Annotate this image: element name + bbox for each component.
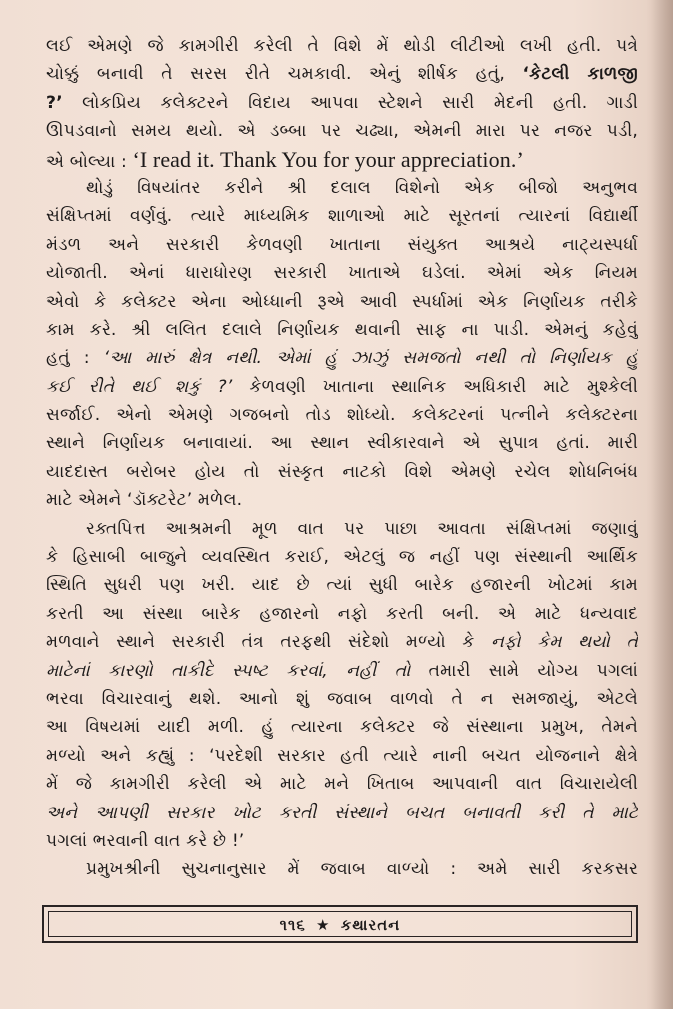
text-segment: ?’ [46, 92, 63, 113]
text-line [46, 742, 638, 770]
text-line [46, 458, 638, 486]
text-line [46, 855, 638, 883]
text-line [46, 288, 638, 316]
text-segment: કે હિસાબી બાજુને વ્યવસ્થિત કરાઈ, એટલું જ નહીં પણ સંસ્થાની આર્થિક [46, 547, 638, 568]
text-segment: મળ્યો અને કહ્યું : ‘પરદેશી સરકાર હતી ત્યારે નાની બચત યોજનાને ક્ષેત્રે [46, 745, 638, 766]
page-gutter-shadow [651, 0, 673, 1009]
star-icon: ★ [316, 916, 331, 934]
text-line [46, 316, 638, 344]
text-line [46, 600, 638, 628]
text-segment: કામ કરે. શ્રી લલિત દલાલે નિર્ણાયક થવાની સાફ ના પાડી. એમનું કહેવું [46, 319, 638, 340]
text-line [46, 685, 638, 713]
text-segment: હતું : [46, 348, 104, 369]
text-segment: નફો કેમ થયો તે [491, 632, 638, 653]
text-segment: એ બોલ્યા : [46, 151, 133, 172]
text-segment: મળવાને સ્થાને સરકારી તંત્ર તરફથી સંદેશો મળ્યો કે [46, 632, 492, 653]
page-footer [42, 905, 638, 943]
text-line [46, 657, 638, 685]
text-segment: આ વિષયમાં યાદી મળી. હું ત્યારના કલેક્ટર જે સંસ્થાના પ્રમુખ, તેમને [46, 717, 638, 738]
text-line [46, 60, 638, 88]
text-line [46, 827, 638, 855]
text-segment: તમારી સામે યોગ્ય પગલાં [410, 660, 638, 681]
text-segment: રક્તપિત્ત આશ્રમની મૂળ વાત પર પાછા આવતા સંક્ષિપ્તમાં જણાવું [86, 518, 638, 539]
text-segment: થોડું વિષયાંતર કરીને શ્રી દલાલ વિશેનો એક બીજો અનુભવ [86, 177, 638, 198]
book-title: કથારતન [340, 916, 401, 934]
text-segment: ‘I read it. Thank You for your appreciation.’ [132, 146, 524, 172]
footer-text [49, 912, 631, 938]
text-line [46, 429, 638, 457]
text-segment: સ્થિતિ સુધરી પણ ખરી. યાદ છે ત્યાં સુધી બારેક હજારની ખોટમાં કામ [46, 575, 638, 596]
text-segment: કઈ રીતે થઈ શકું ?’ [46, 376, 233, 397]
text-segment: યાદદાસ્ત બરોબર હોય તો સંસ્કૃત નાટકો વિશે એમણે રચેલ શોધનિબંધ [46, 461, 638, 482]
text-segment: અને આપણી સરકાર ખોટ કરતી સંસ્થાને બચત બનાવતી કરી તે માટે [46, 802, 638, 823]
text-segment: ચોક્કું બનાવી તે સરસ રીતે ચમકાવી. એનું શીર્ષક હતું, [46, 64, 523, 85]
text-segment: સ્થાને નિર્ણાયક બનાવાયાં. આ સ્થાન સ્વીકારવાને એ સુપાત્ર હતાં. મારી [46, 433, 638, 454]
text-segment: ‘આ મારું ક્ષેત્ર નથી. એમાં હું ઝાઝું સમજતો નથી તો નિર્ણાયક હું [103, 348, 638, 369]
text-segment: કેળવણી ખાતાના સ્થાનિક અધિકારી માટે મુશ્કેલી [232, 376, 638, 397]
text-line [46, 770, 638, 798]
text-line [46, 799, 638, 827]
text-line [46, 32, 638, 60]
text-segment: ભરવા વિચારવાનું થશે. આનો શું જવાબ વાળવો તે ન સમજાયું, એટલે [46, 688, 638, 709]
paragraph [46, 855, 638, 883]
text-line [46, 344, 638, 372]
text-line [46, 231, 638, 259]
text-segment: માટે એમને ‘ડૉક્ટરેટ’ મળેલ. [46, 490, 243, 511]
text-line [46, 146, 638, 174]
text-segment: માટેનાં કારણો તાકીદે સ્પષ્ટ કરવાં, નહીં તો [46, 660, 411, 681]
text-segment: મેં જે કામગીરી કરેલી એ માટે મને ખિતાબ આપવાની વાત વિચારાયેલી [46, 774, 638, 795]
text-segment: એવો કે કલેક્ટર એના ઓધ્ધાની રૂએ આવી સ્પર્ધામાં એક નિર્ણાયક તરીકે [46, 291, 638, 312]
text-line [46, 202, 638, 230]
body-text [46, 32, 638, 884]
text-segment: લઈ એમણે જે કામગીરી કરેલી તે વિશે મેં થોડી લીટીઓ લખી હતી. પત્રે [46, 36, 638, 56]
footer-inner-border [48, 911, 632, 937]
text-line [46, 401, 638, 429]
text-segment: ઊપડવાનો સમય થયો. એ ડબ્બા પર ચઢ્યા, એમની મારા પર નજર પડી, [46, 121, 638, 142]
text-segment: મંડળ અને સરકારી કેળવણી ખાતાના સંયુક્ત આશ્રયે નાટ્યસ્પર્ધા [46, 234, 638, 255]
text-line [46, 174, 638, 202]
text-segment: લોકપ્રિય કલેક્ટરને વિદાય આપવા સ્ટેશને સારી મેદની હતી. ગાડી [62, 92, 638, 113]
text-segment: યોજાતી. એનાં ધારાધોરણ સરકારી ખાતાએ ઘડેલાં. એમાં એક નિયમ [46, 263, 638, 284]
text-segment: સંક્ષિપ્તમાં વર્ણવું. ત્યારે માધ્યમિક શાળાઓ માટે સૂરતનાં ત્યારનાં વિદ્યાર્થી [46, 206, 638, 227]
text-segment: પ્રમુખશ્રીની સુચનાનુસાર મેં જવાબ વાળ્યો : અમે સારી કરકસર [86, 859, 638, 880]
paragraph [46, 32, 638, 174]
text-line [46, 713, 638, 741]
text-segment: કરતી આ સંસ્થા બારેક હજારનો નફો કરતી બની. એ માટે ધન્યવાદ [46, 603, 638, 624]
text-segment: સર્જાઈ. એનો એમણે ગજબનો તોડ શોધ્યો. કલેક્ટરનાં પત્નીને કલેક્ટરના [46, 405, 638, 426]
text-line [46, 515, 638, 543]
text-line [46, 486, 638, 514]
text-line [46, 571, 638, 599]
text-line [46, 543, 638, 571]
text-segment: પગલાં ભરવાની વાત કરે છે !’ [46, 830, 245, 851]
text-line [46, 628, 638, 656]
text-line [46, 259, 638, 287]
page-number: ૧૧૬ [279, 916, 306, 934]
text-line [46, 117, 638, 145]
paragraph [46, 174, 638, 515]
text-line [46, 89, 638, 117]
text-segment: ‘કેટલી કાળજી [522, 64, 638, 85]
text-line [46, 373, 638, 401]
paragraph [46, 515, 638, 856]
